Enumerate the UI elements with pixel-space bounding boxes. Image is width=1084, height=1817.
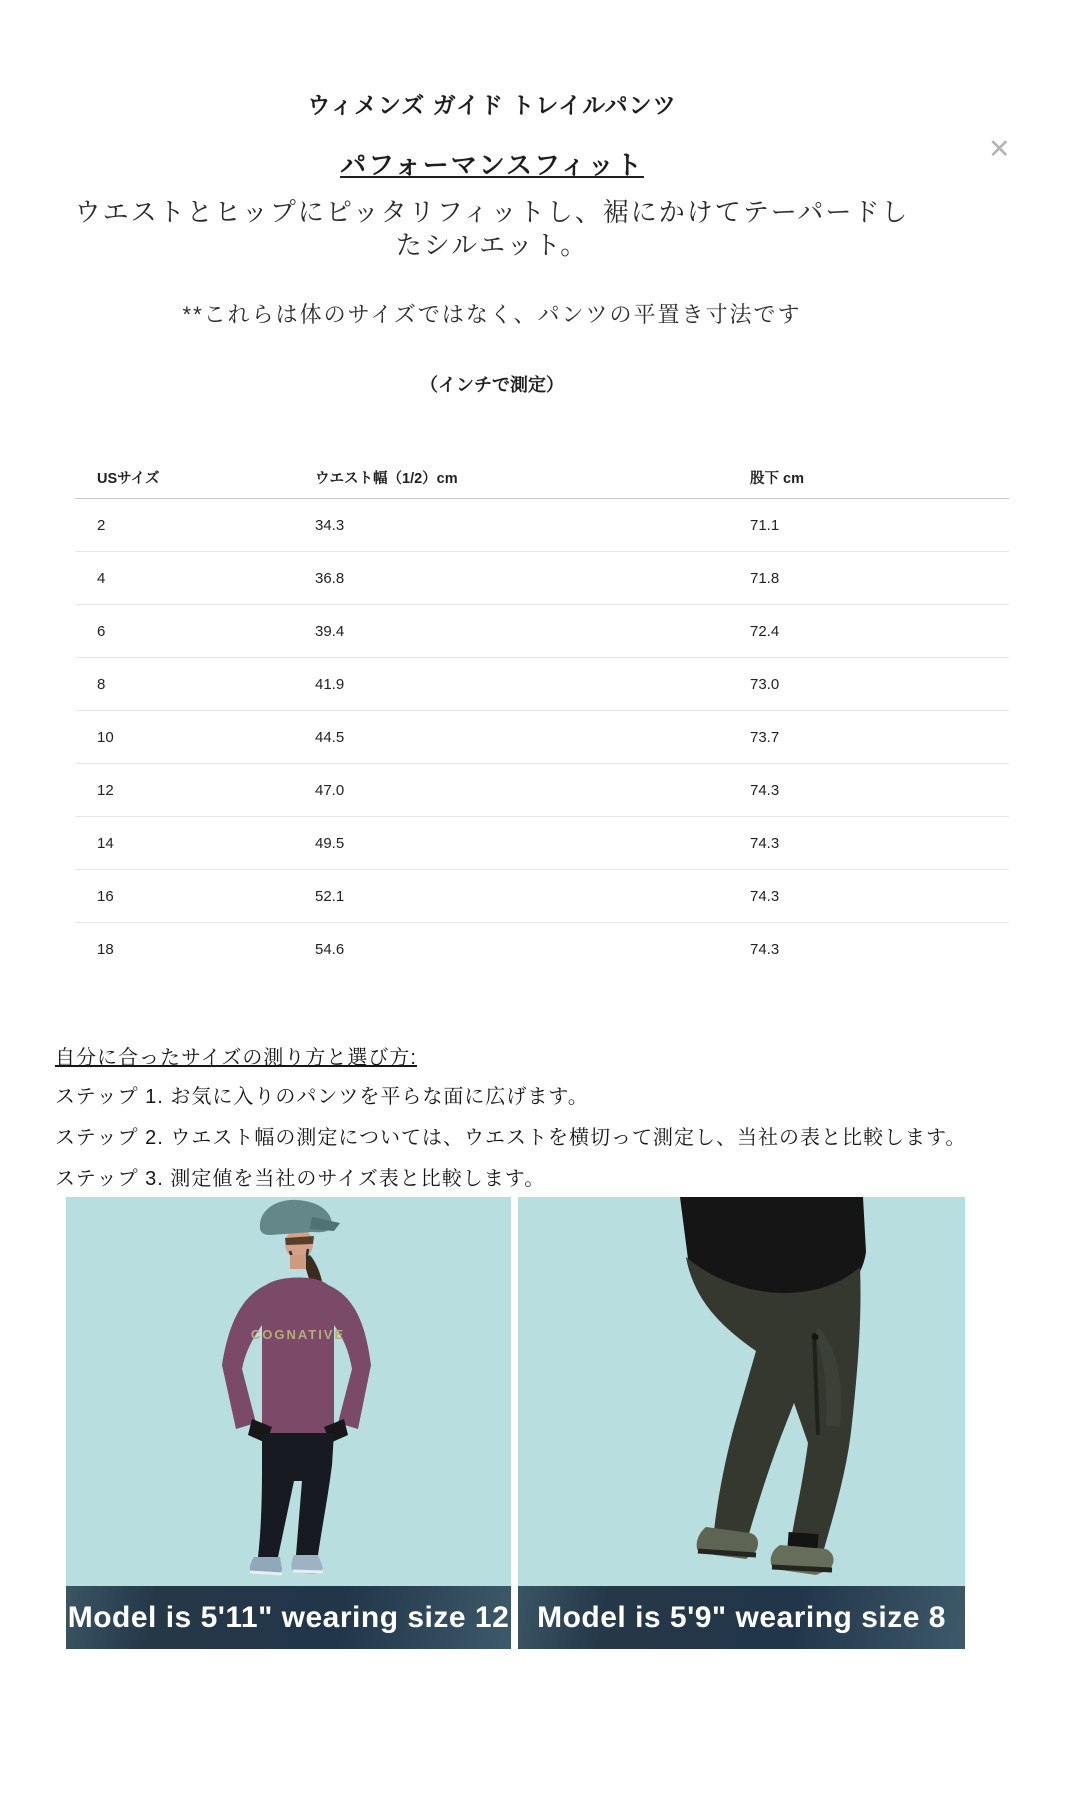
- size-cell: 74.3: [750, 870, 1009, 923]
- pants: [258, 1433, 334, 1557]
- size-cell: 54.6: [315, 940, 345, 958]
- table-header-row: [75, 456, 1009, 499]
- fit-description: ウエストとヒップにピッタリフィットし、裾にかけてテーパードしたシルエット。: [74, 197, 910, 260]
- column-header-waist-width: ウエスト幅（1/2）cm: [315, 456, 750, 499]
- model-photo-left-image: [66, 1197, 511, 1586]
- table-row: [75, 658, 1009, 711]
- table-row: [75, 870, 1009, 923]
- size-cell: 72.4: [750, 605, 1009, 658]
- size-cell: 34.3: [315, 499, 750, 552]
- model-photo-right-image: [518, 1197, 965, 1586]
- jersey: [222, 1278, 371, 1434]
- size-cell: 52.1: [315, 870, 750, 923]
- size-cell: 6: [75, 605, 315, 658]
- size-cell: 14: [75, 817, 315, 870]
- table-row: [75, 605, 1009, 658]
- caption-text-left: Model is 5'11" wearing size 12: [67, 1600, 510, 1634]
- instructions-section: [55, 1045, 1030, 1195]
- size-cell: 44.5: [315, 711, 750, 764]
- size-cell: 74.3: [750, 940, 780, 958]
- model-photo-right: [518, 1197, 965, 1649]
- table-row: [75, 499, 1009, 552]
- size-cell: 41.9: [315, 658, 750, 711]
- size-cell: 16: [75, 870, 315, 923]
- instruction-step-1: ステップ 1. お気に入りのパンツを平らな面に広げます。: [55, 1086, 589, 1108]
- size-cell: 12: [75, 764, 315, 817]
- caption-bar-left: [66, 1586, 511, 1649]
- size-cell: 73.0: [750, 658, 1009, 711]
- table-row: [75, 764, 1009, 817]
- jersey-logo-text: COGNATIVE: [250, 1327, 346, 1342]
- column-header-inseam: 股下 cm: [750, 456, 1009, 499]
- size-cell: 49.5: [315, 817, 750, 870]
- model-figure-standing: [66, 1197, 511, 1586]
- size-guide-modal: [0, 90, 984, 397]
- size-cell: 74.3: [750, 817, 1009, 870]
- table-row: [75, 711, 1009, 764]
- size-cell: 4: [75, 552, 315, 605]
- fit-title: パフォーマンスフィット: [340, 150, 644, 180]
- size-cell: 10: [75, 711, 315, 764]
- instructions-heading: 自分に合ったサイズの測り方と選び方:: [55, 1047, 417, 1069]
- caption-text-right: Model is 5'9" wearing size 8: [537, 1600, 946, 1634]
- size-cell: 47.0: [315, 764, 750, 817]
- table-row: [75, 817, 1009, 870]
- size-cell: 74.3: [750, 764, 1009, 817]
- size-cell: 73.7: [750, 711, 1009, 764]
- size-cell: 8: [75, 658, 315, 711]
- size-table-body: [75, 499, 1009, 976]
- size-cell: 39.4: [315, 605, 750, 658]
- size-cell: 2: [75, 499, 315, 552]
- size-note: **これらは体のサイズではなく、パンツの平置き寸法です: [182, 302, 802, 327]
- size-cell: 71.1: [750, 499, 1009, 552]
- page-title: ウィメンズ ガイド トレイルパンツ: [307, 92, 677, 118]
- size-table: [75, 456, 1009, 975]
- size-cell: 18: [97, 940, 114, 958]
- model-photos: [66, 1197, 965, 1649]
- unit-note: （インチで測定）: [420, 375, 564, 395]
- size-cell: 71.8: [750, 552, 1009, 605]
- table-row: [75, 923, 1009, 976]
- model-figure-lower-body: [518, 1197, 965, 1586]
- caption-bar-right: [518, 1586, 965, 1649]
- size-cell: 36.8: [315, 552, 750, 605]
- instruction-step-3: ステップ 3. 測定値を当社のサイズ表と比較します。: [55, 1168, 546, 1190]
- instruction-step-2: ステップ 2. ウエスト幅の測定については、ウエストを横切って測定し、当社の表と比較します。: [55, 1127, 967, 1149]
- zipper-pull: [812, 1334, 819, 1341]
- column-header-us-size: USサイズ: [75, 456, 315, 499]
- close-icon[interactable]: ✕: [988, 134, 1011, 164]
- table-row: [75, 552, 1009, 605]
- model-photo-left: [66, 1197, 511, 1649]
